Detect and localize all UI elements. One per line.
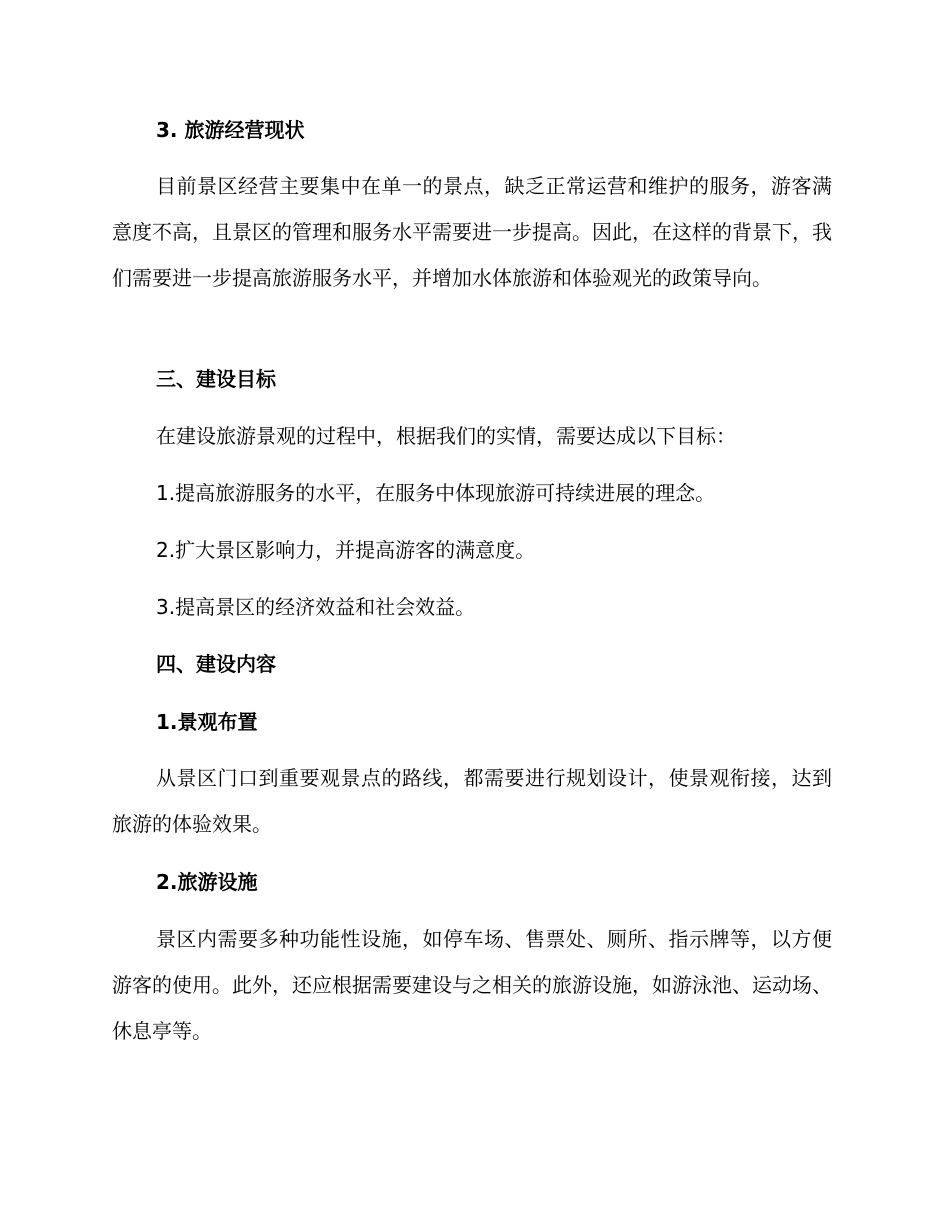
section-3-paragraph: 目前景区经营主要集中在单一的景点，缺乏正常运营和维护的服务，游客满意度不高，且景区的管理和服务水平需要进一步提高。因此，在这样的背景下，我们需要进一步提高旅游服务水平，并增加水体旅游和体验观光的政策导向。 <box>112 174 832 290</box>
landscape-paragraph: 从景区门口到重要观景点的路线，都需要进行规划设计，使景观衔接，达到旅游的体验效果。 <box>112 766 832 836</box>
goals-heading: 三、建设目标 <box>156 367 276 391</box>
goal-item-3: 3.提高景区的经济效益和社会效益。 <box>156 595 476 619</box>
goals-intro: 在建设旅游景观的过程中，根据我们的实情，需要达成以下目标： <box>156 424 736 448</box>
content-heading: 四、建设内容 <box>156 652 276 676</box>
section-3-heading: 3. 旅游经营现状 <box>156 118 305 142</box>
facilities-heading: 2.旅游设施 <box>156 870 258 894</box>
goal-item-1: 1.提高旅游服务的水平，在服务中体现旅游可持续进展的理念。 <box>156 481 716 505</box>
facilities-paragraph: 景区内需要多种功能性设施，如停车场、售票处、厕所、指示牌等，以方便游客的使用。此外，还应根据需要建设与之相关的旅游设施，如游泳池、运动场、休息亭等。 <box>112 927 832 1043</box>
landscape-heading: 1.景观布置 <box>156 710 258 734</box>
goal-item-2: 2.扩大景区影响力，并提高游客的满意度。 <box>156 538 536 562</box>
